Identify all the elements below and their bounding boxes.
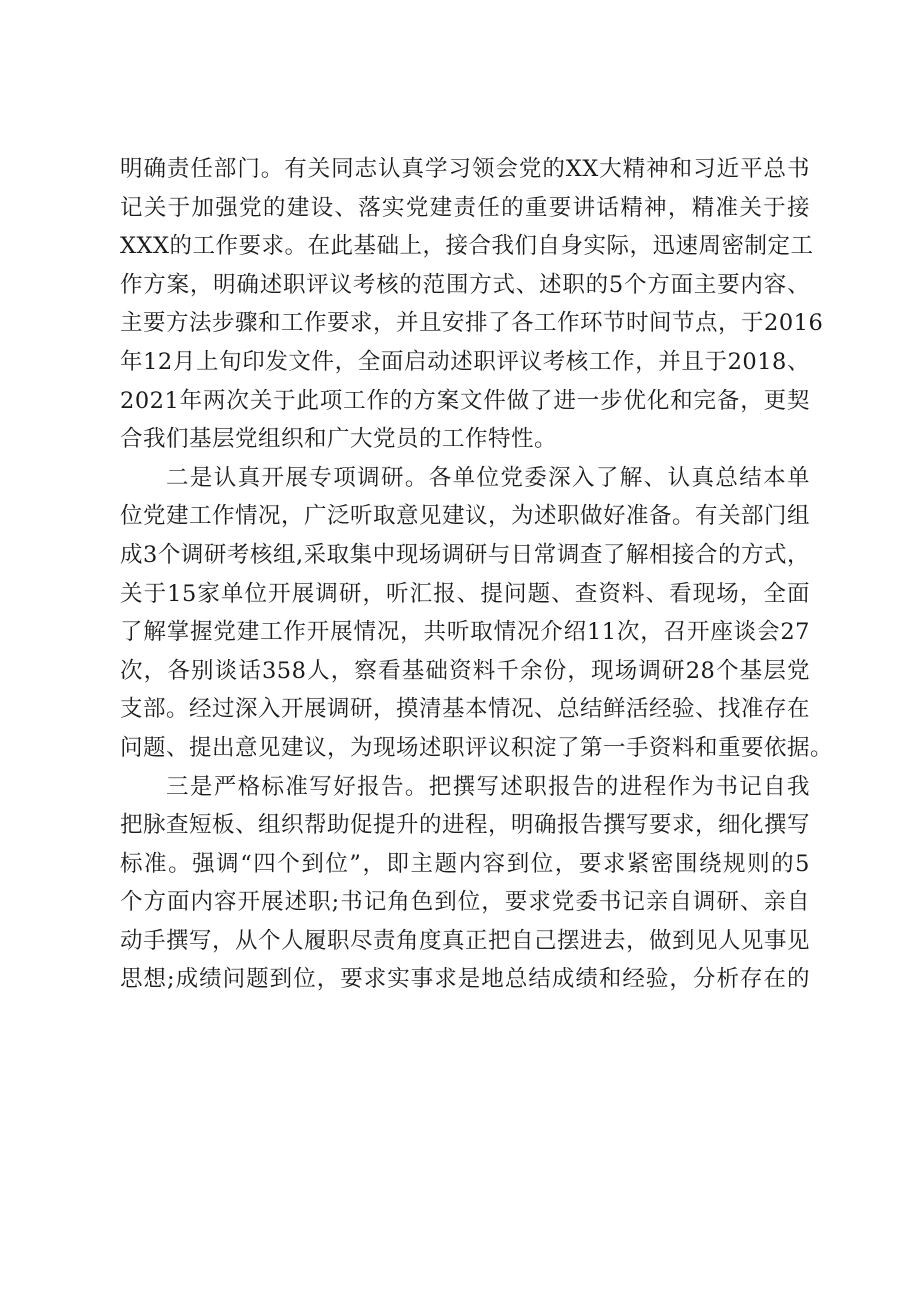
paragraph-2-line-1: 二是认真开展专项调研。各单位党委深入了解、认真总结本单 bbox=[166, 464, 810, 491]
paragraph-2-line-3: 成3个调研考核组,采取集中现场调研与日常调查了解相接合的方式， bbox=[120, 541, 810, 568]
paragraph-3-line-1: 三是严格标准写好报告。把撰写述职报告的进程作为书记自我 bbox=[166, 773, 810, 800]
paragraph-1-line-4: 作方案，明确述职评议考核的范围方式、述职的5个方面主要内容、 bbox=[120, 271, 810, 298]
paragraph-2-line-2: 位党建工作情况，广泛听取意见建议，为述职做好准备。有关部门组 bbox=[120, 503, 811, 530]
paragraph-2-line-8: 问题、提出意见建议，为现场述职评议积淀了第一手资料和重要依据。 bbox=[120, 734, 834, 761]
paragraph-1-line-6: 年12月上旬印发文件，全面启动述职评议考核工作，并且于2018、 bbox=[120, 348, 810, 375]
paragraph-2-line-4: 关于15家单位开展调研，听汇报、提问题、查资料、看现场，全面 bbox=[120, 580, 810, 607]
paragraph-3-line-5: 动手撰写，从个人履职尽责角度真正把自己摆进去，做到见人见事见 bbox=[120, 927, 811, 954]
paragraph-3-line-3: 标准。强调“四个到位”，即主题内容到位，要求紧密围绕规则的5 bbox=[120, 850, 810, 877]
paragraph-2-line-6: 次，各别谈话358人，察看基础资料千余份，现场调研28个基层党 bbox=[120, 657, 810, 684]
paragraph-1-line-2: 记关于加强党的建设、落实党建责任的重要讲话精神，精准关于接 bbox=[120, 194, 810, 221]
paragraph-1-line-7: 2021年两次关于此项工作的方案文件做了进一步优化和完备，更契 bbox=[120, 387, 810, 414]
paragraph-1-line-5: 主要方法步骤和工作要求，并且安排了各工作环节时间节点，于2016 bbox=[120, 310, 824, 337]
paragraph-3-line-6: 思想;成绩问题到位，要求实事求是地总结成绩和经验，分析存在的 bbox=[120, 966, 810, 993]
paragraph-1-line-3: XXX的工作要求。在此基础上，接合我们自身实际，迅速周密制定工 bbox=[120, 233, 814, 260]
document-body bbox=[120, 150, 834, 999]
paragraph-2-line-7: 支部。经过深入开展调研，摸清基本情况、总结鲜活经验、找准存在 bbox=[120, 696, 811, 723]
paragraph-3-line-4: 个方面内容开展述职;书记角色到位，要求党委书记亲自调研、亲自 bbox=[120, 889, 810, 916]
paragraph-1-line-8: 合我们基层党组织和广大党员的工作特性。 bbox=[120, 426, 558, 453]
paragraph-2-line-5: 了解掌握党建工作开展情况，共听取情况介绍11次，召开座谈会27 bbox=[120, 619, 810, 646]
paragraph-1-line-1: 明确责任部门。有关同志认真学习领会党的XX大精神和习近平总书 bbox=[120, 156, 810, 182]
paragraph-3-line-2: 把脉查短板、组织帮助促提升的进程，明确报告撰写要求，细化撰写 bbox=[120, 812, 811, 839]
